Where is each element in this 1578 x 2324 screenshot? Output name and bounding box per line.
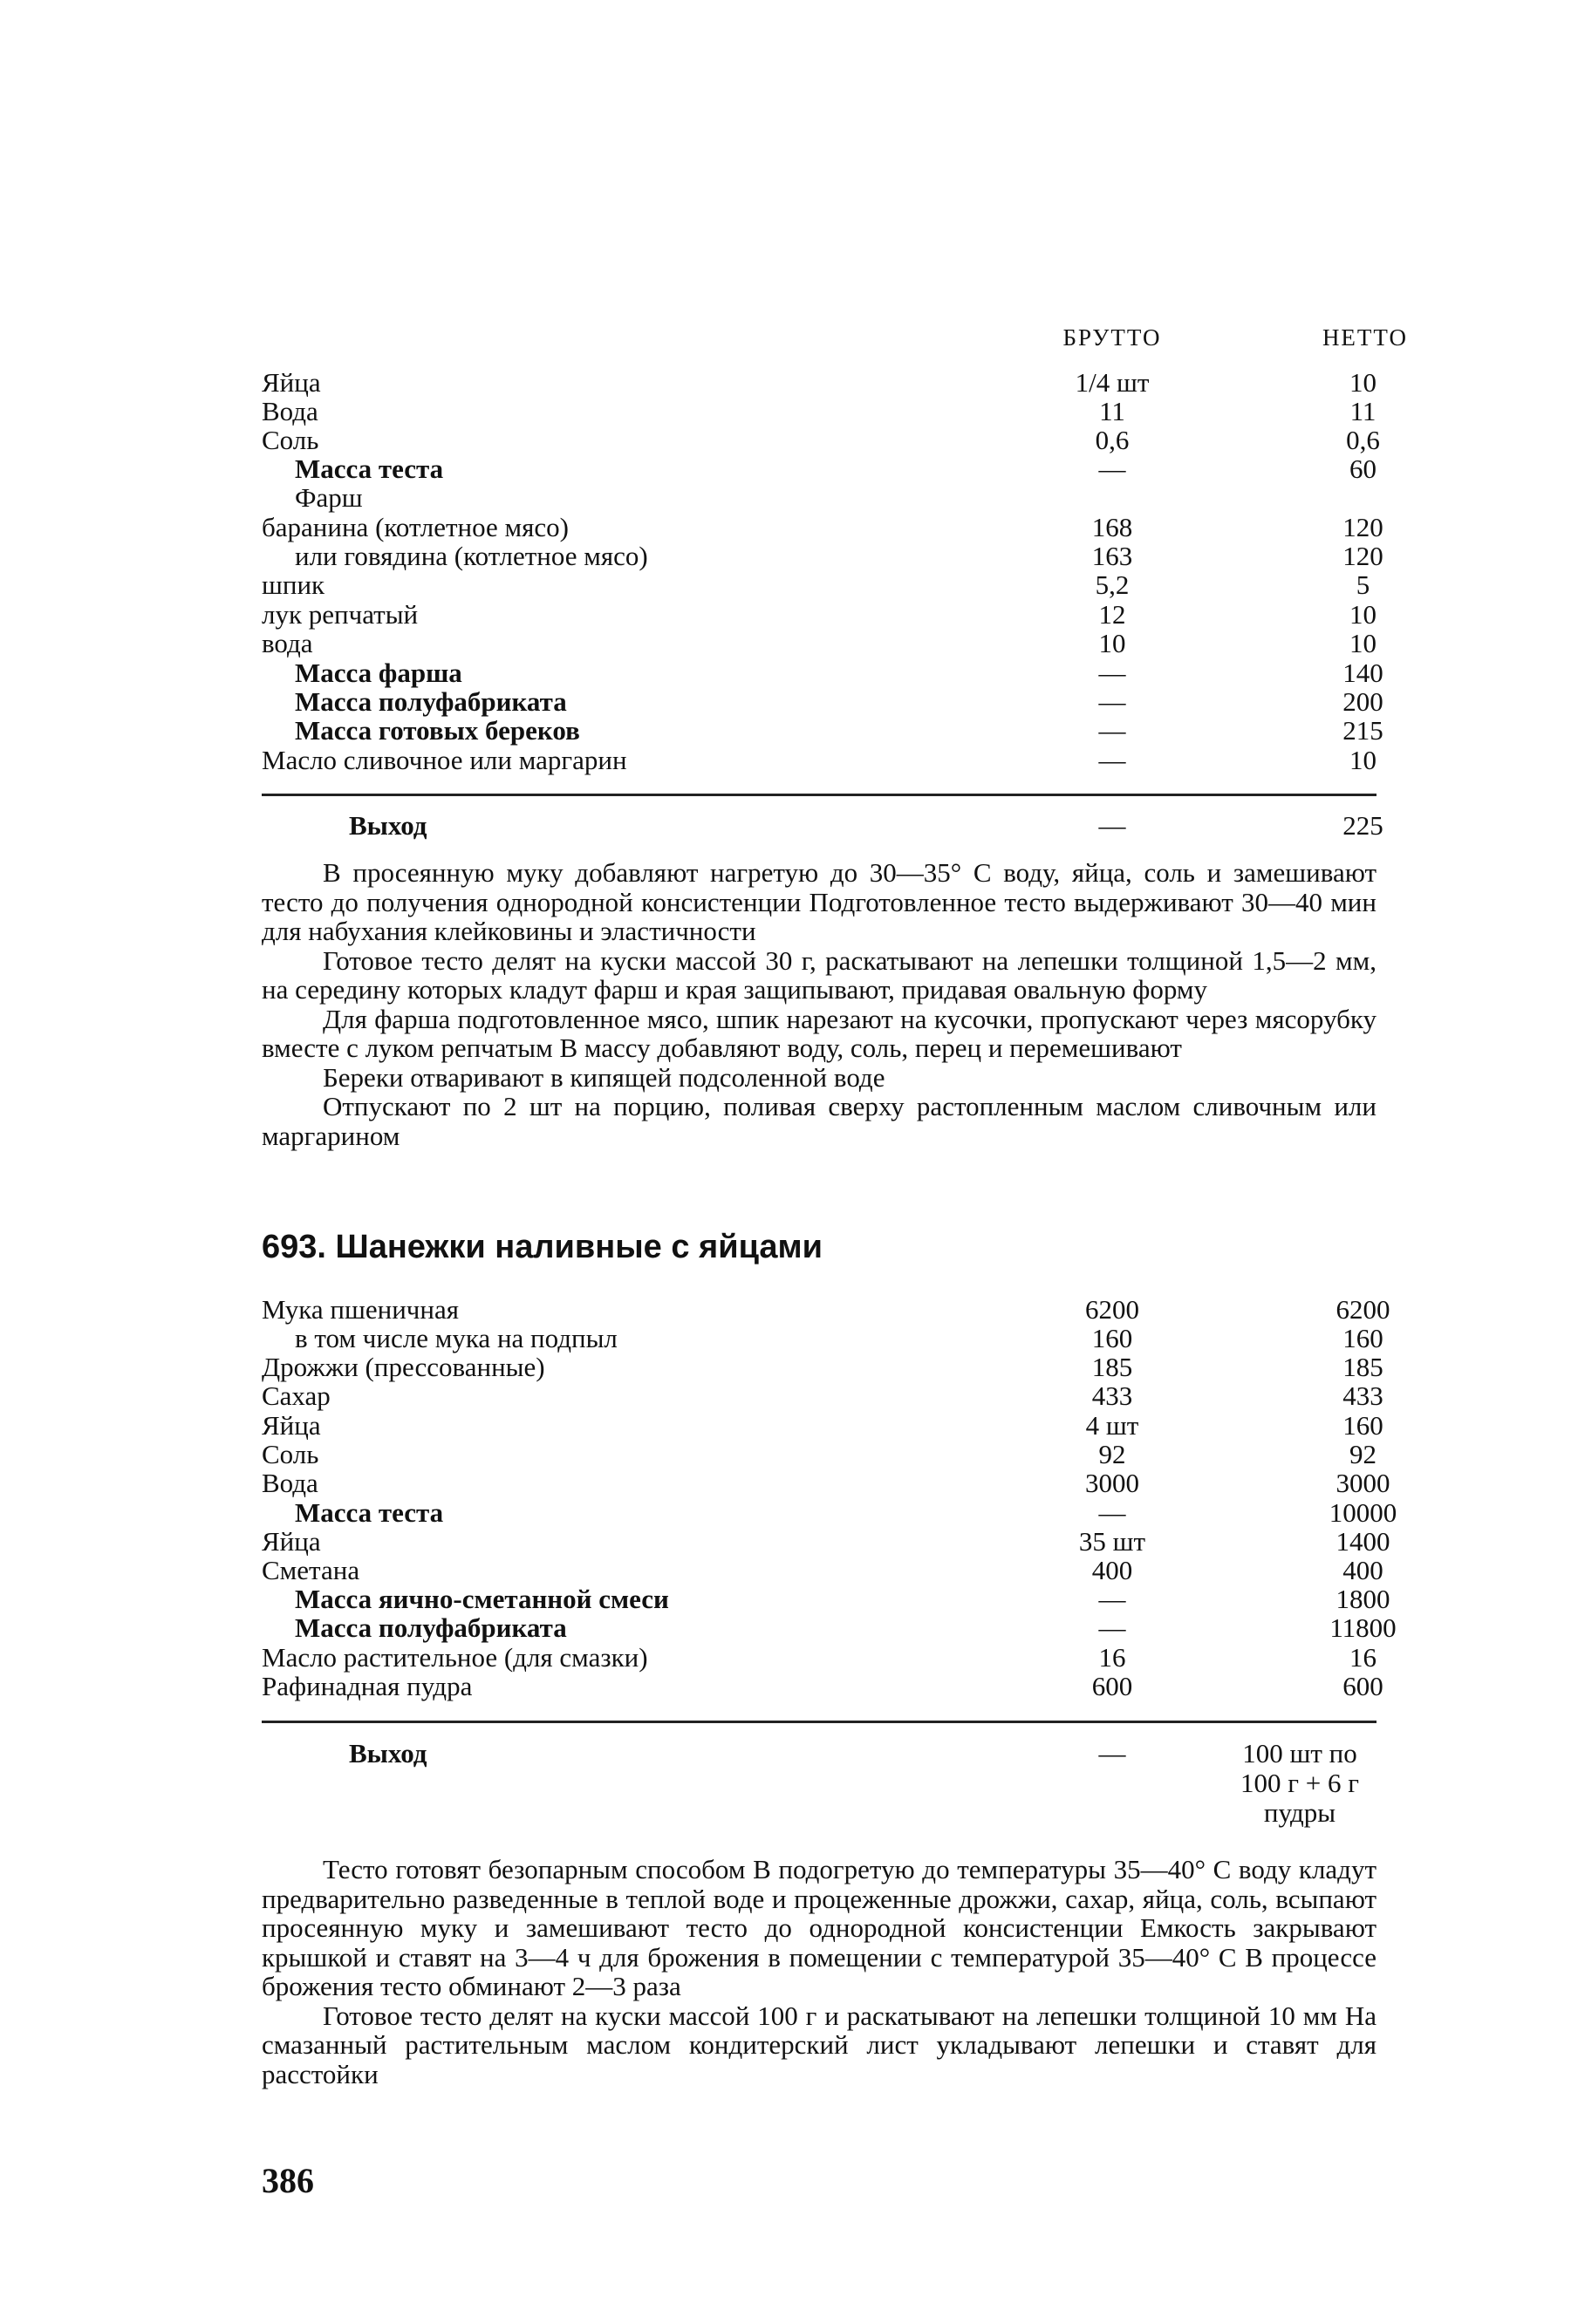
brutto-value: — bbox=[1098, 453, 1126, 484]
netto-value: 200 bbox=[1342, 686, 1383, 717]
brutto-value: 400 bbox=[1091, 1555, 1133, 1585]
table-row bbox=[262, 1526, 1390, 1557]
ingredient-name: Соль bbox=[262, 1439, 319, 1469]
ingredient-name: Вода bbox=[262, 1468, 318, 1498]
paragraph: Готовое тесто делят на куски массой 100 г и раскатывают на лепешки толщиной 10 мм На смазанный растительным маслом кондитерский лист укладывают лепешки и ставят для расстойки bbox=[262, 2000, 1376, 2089]
table-row bbox=[262, 512, 1383, 542]
netto-value: 120 bbox=[1342, 541, 1383, 571]
netto-value: 3000 bbox=[1335, 1468, 1390, 1498]
divider-rule bbox=[262, 794, 1376, 796]
table-row bbox=[262, 1468, 1390, 1498]
ingredient-name: Сахар bbox=[262, 1380, 331, 1411]
yield-row bbox=[262, 810, 1383, 841]
table-row bbox=[262, 629, 1378, 658]
table-row bbox=[262, 1323, 1383, 1353]
netto-value: 11 bbox=[1349, 396, 1376, 426]
netto-value: 6200 bbox=[1335, 1294, 1390, 1325]
ingredient-name: Масса полуфабриката bbox=[295, 1612, 567, 1643]
yield-line: 100 шт по bbox=[1242, 1738, 1357, 1769]
netto-value: 433 bbox=[1342, 1380, 1383, 1411]
netto-value: 1400 bbox=[1335, 1526, 1390, 1557]
table-row bbox=[262, 1497, 1397, 1528]
yield-line: пудры bbox=[1263, 1797, 1336, 1828]
netto-value: 5 bbox=[1356, 569, 1370, 600]
netto-value: 60 bbox=[1349, 453, 1376, 484]
ingredient-name: Масса теста bbox=[295, 1497, 444, 1528]
brutto-value: 600 bbox=[1091, 1671, 1133, 1701]
brutto-value: 10 bbox=[1098, 628, 1126, 658]
table-row bbox=[262, 1612, 1397, 1643]
table-row bbox=[262, 1380, 1383, 1411]
ingredient-name: в том числе мука на подпыл bbox=[295, 1323, 618, 1353]
brutto-value: — bbox=[1098, 686, 1126, 717]
netto-value: 10000 bbox=[1329, 1497, 1397, 1528]
brutto-value: 1/4 шт bbox=[1075, 367, 1150, 398]
brutto-value: — bbox=[1098, 1738, 1126, 1769]
table-row bbox=[262, 1294, 1390, 1325]
ingredient-name: Масло растительное (для смазки) bbox=[262, 1642, 648, 1673]
table-row bbox=[262, 746, 1378, 775]
table-row bbox=[262, 600, 1378, 630]
netto-value: 10 bbox=[1349, 745, 1376, 775]
netto-header: НЕТТО bbox=[1322, 324, 1409, 351]
yield-line: 100 г + 6 г bbox=[1240, 1768, 1359, 1798]
ingredient-name: Мука пшеничная bbox=[262, 1294, 459, 1325]
ingredient-name: Масса яично-сметанной смеси bbox=[295, 1584, 669, 1614]
table-row bbox=[262, 1410, 1383, 1441]
table-row bbox=[262, 397, 1378, 426]
ingredient-name: или говядина (котлетное мясо) bbox=[295, 541, 648, 571]
brutto-value: 6200 bbox=[1085, 1294, 1139, 1325]
ingredient-name: баранина (котлетное мясо) bbox=[262, 512, 569, 542]
netto-value: 160 bbox=[1342, 1323, 1383, 1353]
netto-value: 10 bbox=[1349, 628, 1376, 658]
netto-value: 10 bbox=[1349, 367, 1376, 398]
brutto-value: 12 bbox=[1098, 599, 1126, 630]
netto-value: 225 bbox=[1342, 810, 1383, 841]
instructions-bottom bbox=[262, 1855, 1376, 2089]
netto-value: 1800 bbox=[1335, 1584, 1390, 1614]
ingredient-name: Рафинадная пудра bbox=[262, 1671, 473, 1701]
brutto-value: 5,2 bbox=[1095, 569, 1130, 600]
table-row bbox=[262, 1584, 1390, 1614]
brutto-value: 16 bbox=[1098, 1642, 1126, 1673]
brutto-value: 92 bbox=[1098, 1439, 1126, 1469]
brutto-value: — bbox=[1098, 1584, 1126, 1614]
divider-rule bbox=[262, 1721, 1376, 1723]
table-row bbox=[262, 1352, 1383, 1382]
netto-value: 140 bbox=[1342, 658, 1383, 688]
netto-value: 600 bbox=[1342, 1671, 1383, 1701]
brutto-value: 433 bbox=[1091, 1380, 1133, 1411]
ingredient-name: шпик bbox=[262, 569, 325, 600]
paragraph: В просеянную муку добавляют нагретую до 30—35° С воду, яйца, соль и замешивают тесто до получения однородной консистенции Подготовленное тесто выдерживают 30—40 мин для набухания клейковины и эластичности bbox=[262, 857, 1376, 946]
ingredient-name: Яйца bbox=[262, 367, 321, 398]
brutto-value: — bbox=[1098, 658, 1126, 688]
brutto-value: 163 bbox=[1091, 541, 1133, 571]
table-row bbox=[262, 368, 1378, 398]
table-row bbox=[262, 686, 1383, 717]
ingredient-name: Яйца bbox=[262, 1410, 321, 1441]
netto-value: 0,6 bbox=[1346, 425, 1380, 455]
ingredient-name: Соль bbox=[262, 425, 319, 455]
brutto-value: 160 bbox=[1091, 1323, 1133, 1353]
netto-value: 11800 bbox=[1329, 1612, 1397, 1643]
table-row bbox=[262, 1671, 1383, 1701]
paragraph: Тесто готовят безопарным способом В подогретую до температуры 35—40° С воду кладут предварительно разведенные в теплой воде и процеженные дрожжи, сахар, яйца, соль, всыпают просеянную муку и замешивают тесто до однородной консистенции Емкость закрывают крышкой и ставят на 3—4 ч для брожения в помещении с температурой 35—40° С В процессе брожения тесто обминают 2—3 раза bbox=[262, 1854, 1376, 2001]
brutto-value: — bbox=[1098, 1612, 1126, 1643]
netto-value: 185 bbox=[1342, 1352, 1383, 1382]
netto-value: 120 bbox=[1342, 512, 1383, 542]
ingredient-name: Масло сливочное или маргарин bbox=[262, 745, 627, 775]
yield-netto bbox=[1186, 1739, 1413, 1828]
netto-value: 10 bbox=[1349, 599, 1376, 630]
brutto-value: — bbox=[1098, 715, 1126, 746]
instructions-top bbox=[262, 858, 1376, 1150]
ingredient-name: Вода bbox=[262, 396, 318, 426]
paragraph: Готовое тесто делят на куски массой 30 г, раскатывают на лепешки толщиной 1,5—2 мм, на середину которых кладут фарш и края защипывают, придавая овальную форму bbox=[262, 944, 1376, 1005]
brutto-value: — bbox=[1098, 810, 1126, 841]
ingredient-name: Яйца bbox=[262, 1526, 321, 1557]
paragraph: Для фарша подготовленное мясо, шпик нарезают на кусочки, пропускают через мясорубку вместе с луком репчатым В массу добавляют воду, соль, перец и перемешивают bbox=[262, 1003, 1376, 1063]
brutto-header: БРУТТО bbox=[1062, 324, 1162, 351]
table-row bbox=[262, 715, 1383, 746]
brutto-value: 185 bbox=[1091, 1352, 1133, 1382]
table-row bbox=[262, 483, 1378, 513]
brutto-value: 3000 bbox=[1085, 1468, 1139, 1498]
brutto-value: — bbox=[1098, 1497, 1126, 1528]
table-row bbox=[262, 1555, 1383, 1585]
netto-value: 400 bbox=[1342, 1555, 1383, 1585]
brutto-value: 35 шт bbox=[1078, 1526, 1146, 1557]
brutto-value: 168 bbox=[1091, 512, 1133, 542]
brutto-value: — bbox=[1098, 745, 1126, 775]
netto-value: 215 bbox=[1342, 715, 1383, 746]
yield-label: Выход bbox=[349, 810, 427, 841]
netto-value: 16 bbox=[1349, 1642, 1376, 1673]
ingredient-name: Масса теста bbox=[295, 453, 444, 484]
table-row bbox=[262, 570, 1378, 600]
yield-label: Выход bbox=[349, 1738, 427, 1769]
table-row bbox=[262, 658, 1383, 688]
table-row bbox=[262, 1440, 1378, 1469]
ingredient-name: Сметана bbox=[262, 1555, 360, 1585]
brutto-value: 11 bbox=[1099, 396, 1125, 426]
brutto-value: 0,6 bbox=[1095, 425, 1130, 455]
table-row bbox=[262, 541, 1383, 571]
page-number: 386 bbox=[262, 2161, 314, 2200]
paragraph: Отпускают по 2 шт на порцию, поливая сверху растопленным маслом сливочным или маргарином bbox=[262, 1091, 1376, 1151]
paragraph: Береки отваривают в кипящей подсоленной воде bbox=[323, 1061, 885, 1093]
ingredient-name: Масса полуфабриката bbox=[295, 686, 567, 717]
brutto-value: 4 шт bbox=[1085, 1410, 1139, 1441]
ingredient-name: Масса готовых береков bbox=[295, 715, 580, 746]
section-label: Фарш bbox=[295, 482, 363, 513]
ingredient-name: Масса фарша bbox=[295, 658, 462, 688]
table-row bbox=[262, 454, 1378, 484]
table-row bbox=[262, 426, 1378, 455]
netto-value: 92 bbox=[1349, 1439, 1376, 1469]
ingredient-name: вода bbox=[262, 628, 313, 658]
table-row bbox=[262, 1643, 1378, 1673]
netto-value: 160 bbox=[1342, 1410, 1383, 1441]
ingredient-name: Дрожжи (прессованные) bbox=[262, 1352, 545, 1382]
recipe-title: 693. Шанежки наливные с яйцами bbox=[262, 1229, 823, 1265]
ingredient-name: лук репчатый bbox=[262, 599, 419, 630]
